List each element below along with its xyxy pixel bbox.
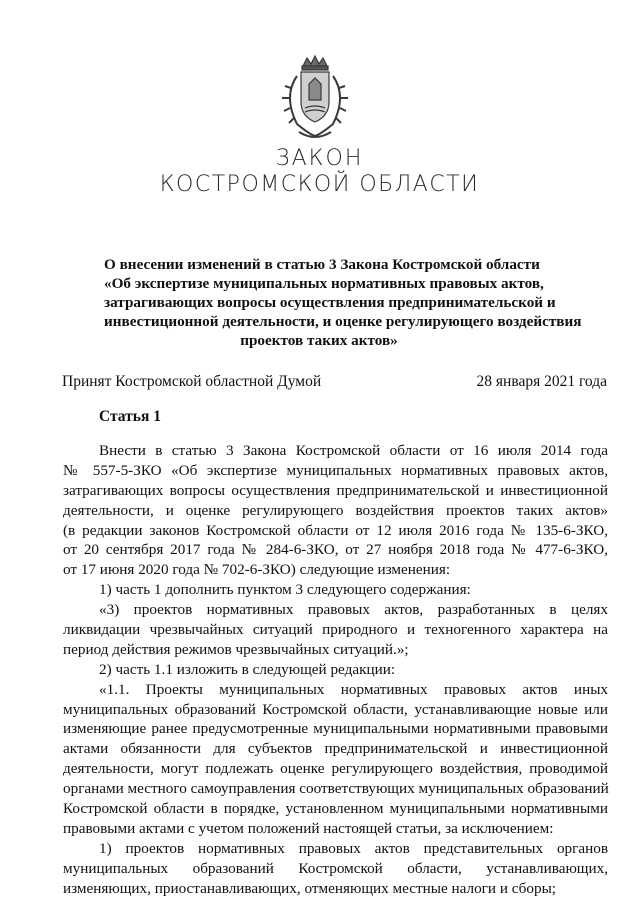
- body-line: актами обязанности для субъектов предпринимательской и инвестиционной: [63, 740, 608, 758]
- article-body: [63, 441, 608, 898]
- body-line: 1) проектов нормативных правовых актов представительных органов: [99, 839, 608, 857]
- body-line: ликвидации чрезвычайных ситуаций природного и техногенного характера на: [63, 621, 608, 639]
- adoption-date: 28 января 2021 года: [476, 373, 607, 390]
- body-line: от 20 сентября 2017 года № 284-6-ЗКО, от 27 ноября 2018 года № 477-6-ЗКО,: [63, 541, 608, 559]
- body-line: от 17 июня 2020 года № 702-6-ЗКО) следующие изменения:: [63, 561, 451, 579]
- subject-line: затрагивающих вопросы осуществления предпринимательской и: [104, 294, 556, 311]
- coat-of-arms-emblem: [269, 52, 361, 144]
- adopted-by: Принят Костромской областной Думой: [62, 373, 322, 390]
- body-line: (в редакции законов Костромской области от 12 июля 2016 года № 135-6-ЗКО,: [63, 521, 608, 539]
- law-title-line2: КОСТРОМСКОЙ ОБЛАСТИ: [159, 172, 480, 197]
- article-heading: Статья 1: [99, 408, 161, 425]
- law-title-line1: ЗАКОН: [275, 146, 364, 171]
- body-line: затрагивающих вопросы осуществления предпринимательской и инвестиционной: [63, 481, 608, 499]
- body-line: муниципальных образований Костромской области, устанавливающие новые или: [63, 700, 608, 718]
- body-line: правовыми актами с учетом положений настоящей статьи, за исключением:: [63, 819, 554, 837]
- body-line: Внести в статью 3 Закона Костромской области от 16 июля 2014 года: [99, 442, 608, 459]
- body-line: органами местного самоуправления соответствующих муниципальных образований: [63, 780, 609, 798]
- body-line: период действия режимов чрезвычайных ситуаций.»;: [63, 640, 409, 658]
- subject-line: «Об экспертизе муниципальных нормативных правовых актов,: [104, 275, 544, 292]
- body-line: изменяющих, приостанавливающих, отменяющих местные налоги и сборы;: [63, 879, 557, 897]
- body-line: 1) часть 1 дополнить пунктом 3 следующего содержания:: [99, 581, 471, 599]
- body-line: Костромской области в порядке, установленном муниципальными нормативными: [63, 800, 608, 818]
- body-line: деятельности, и оценке регулирующего воздействия проектов таких актов»: [63, 501, 608, 519]
- law-subject: [104, 255, 582, 350]
- subject-line: инвестиционной деятельности, и оценке регулирующего воздействия: [104, 313, 582, 330]
- subject-line: проектов таких актов»: [240, 332, 398, 349]
- body-line: деятельности, могут подлежать оценке регулирующего воздействия, проводимой: [63, 760, 608, 778]
- body-line: изменяющие ранее предусмотренные муниципальными нормативными правовыми: [63, 720, 608, 738]
- body-line: муниципальных образований Костромской области, устанавливающих,: [63, 859, 608, 877]
- body-line: 2) часть 1.1 изложить в следующей редакции:: [99, 660, 396, 678]
- body-line: № 557-5-ЗКО «Об экспертизе муниципальных нормативных правовых актов,: [63, 461, 608, 479]
- subject-line: О внесении изменений в статью 3 Закона Костромской области: [104, 256, 540, 273]
- body-line: «3) проектов нормативных правовых актов, разработанных в целях: [99, 601, 608, 619]
- body-line: «1.1. Проекты муниципальных нормативных правовых актов иных: [99, 680, 608, 698]
